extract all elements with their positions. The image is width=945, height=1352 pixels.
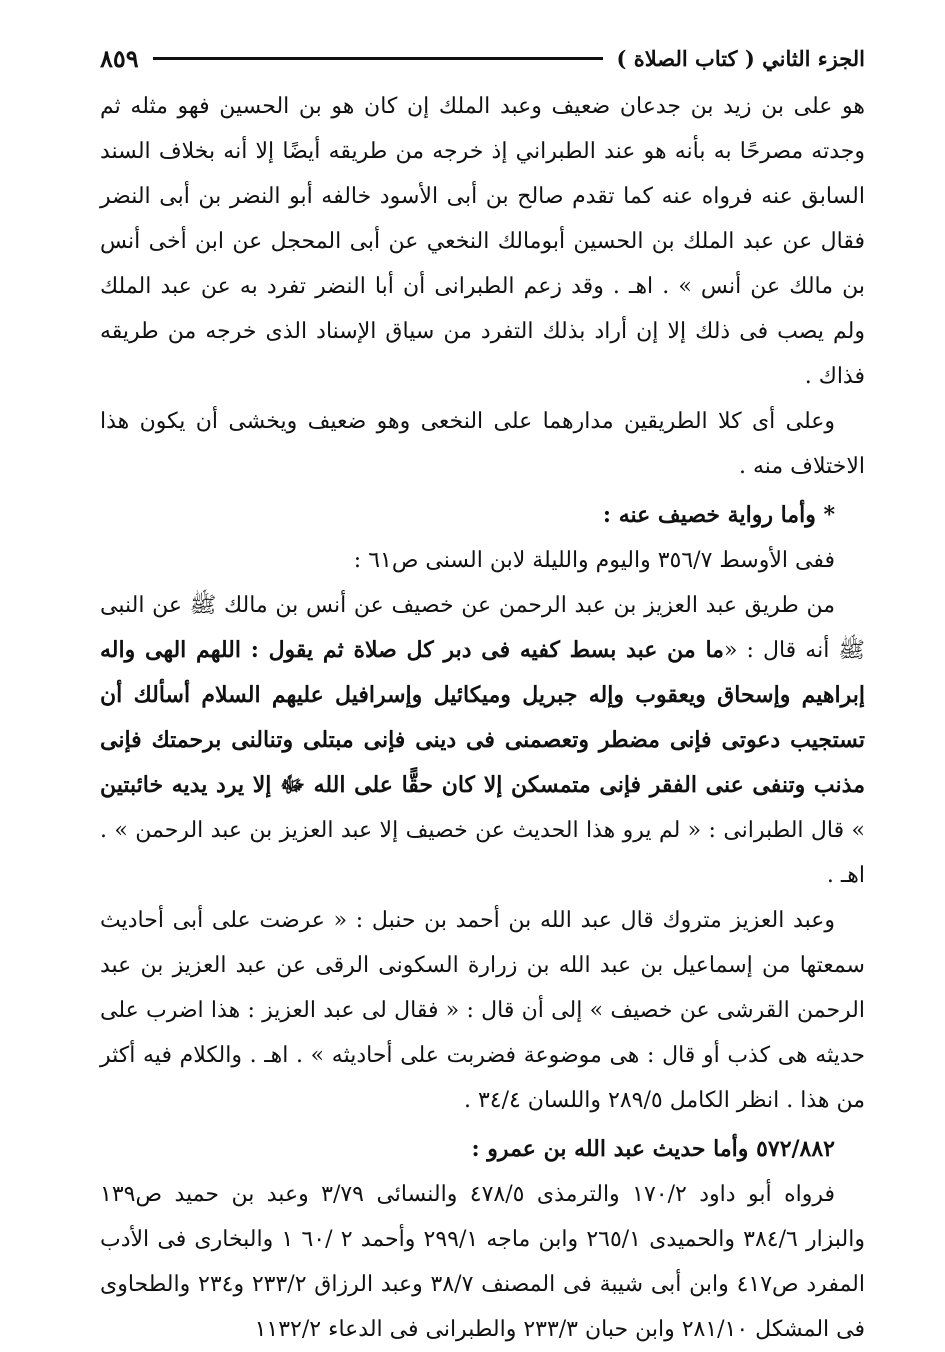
paragraph-6: فرواه أبو داود ١٧٠/٢ والترمذى ٤٧٨/٥ والنسائى ٣/٧٩ وعبد بن حميد ص١٣٩ والبزار ٣٨٤/٦ والحميدى ٢٦٥/١ وابن ماجه ٢٩٩/١ وأحمد ٢ /٦٠ ١ والبخارى فى الأدب المفرد ص٤١٧ وابن أبى شيبة فى المصنف ٣٨/٧ وعبد الرزاق ٢٣٣/٢ و٢٣٤ والطحاوى فى المشكل ٢٨١/١٠ وابن حبان ٢٣٣/٣ والطبرانى فى الدعاء ١١٣٢/٢ xyxy=(100,1182,865,1342)
hadith-intro: من طريق عبد العزيز بن عبد الرحمن عن خصيف عن أنس بن مالك ﷺ عن النبى ﷺ أنه قال : « xyxy=(100,593,865,663)
section-heading-abdullah-bin-amr: ٥٧٢/٨٨٢ وأما حديث عبد الله بن عمرو : xyxy=(471,1136,835,1162)
header-rule xyxy=(153,57,603,60)
paragraph-5: وعبد العزيز متروك قال عبد الله بن أحمد بن حنبل : « عرضت على أبى أحاديث سمعتها من إسماعيل بن عبد الله بن زرارة السكونى الرقى عن عبد العزيز بن عبد الرحمن القرشى عن خصيف » إلى أن قال : « فقال لى عبد العزيز : هذا اضرب على حديثه هى كذب أو قال : هى موضوعة فضربت على أحاديثه » . اهـ . والكلام فيه أكثر من هذا . انظر الكامل ٢٨٩/٥ واللسان ٣٤/٤ . xyxy=(100,908,865,1113)
hadith-text: ما من عبد بسط كفيه فى دبر كل صلاة ثم يقول : اللهم الهى واله إبراهيم وإسحاق ويعقوب وإله جبريل وميكائيل وإسرافيل عليهم السلام أسألك أن تستجيب دعوتى فإنى مضطر وتعصمنى فى دينى فإنى مبتلى وتنالنى برحمتك فإنى مذنب وتنفى عنى الفقر فإنى متمسكن إلا كان حقًّا على الله ﷻ إلا يرد يديه خائبتين xyxy=(100,637,865,798)
section-heading-khusaif: * وأما رواية خصيف عنه : xyxy=(602,502,835,528)
running-header xyxy=(100,38,865,78)
paragraph-4 xyxy=(100,583,865,898)
page-number: ٨٥٩ xyxy=(100,43,139,73)
paragraph-3: ففى الأوسط ٣٥٦/٧ واليوم والليلة لابن السنى ص٦١ : xyxy=(353,548,835,573)
paragraph-2: وعلى أى كلا الطريقين مدارهما على النخعى وهو ضعيف ويخشى أن يكون هذا الاختلاف منه . xyxy=(100,409,865,479)
paragraph-1: هو على بن زيد بن جدعان ضعيف وعبد الملك إن كان هو بن الحسين فهو مثله ثم وجدته مصرحًا به بأنه هو عند الطبراني إذ خرجه من طريقه أيضًا إلا أنه بخلاف السند السابق عنه فرواه عنه كما تقدم صالح بن أبى الأسود خالفه أبو النضر بن أبى النضر فقال عن عبد الملك بن الحسين أبومالك النخعي عن أبى المحجل عن ابن أخى أنس بن مالك عن أنس » . اهـ . وقد زعم الطبرانى أن أبا النضر تفرد به عن عبد الملك ولم يصب فى ذلك إلا إن أراد بذلك التفرد من سياق الإسناد الذى خرجه من طريقه فذاك . xyxy=(100,94,865,389)
hadith-ending: » قال الطبرانى : « لم يرو هذا الحديث عن خصيف إلا عبد العزيز بن عبد الرحمن » . اهـ . xyxy=(100,818,865,888)
running-title: الجزء الثاني ( كتاب الصلاة ) xyxy=(616,45,865,71)
page-body xyxy=(100,84,865,1352)
